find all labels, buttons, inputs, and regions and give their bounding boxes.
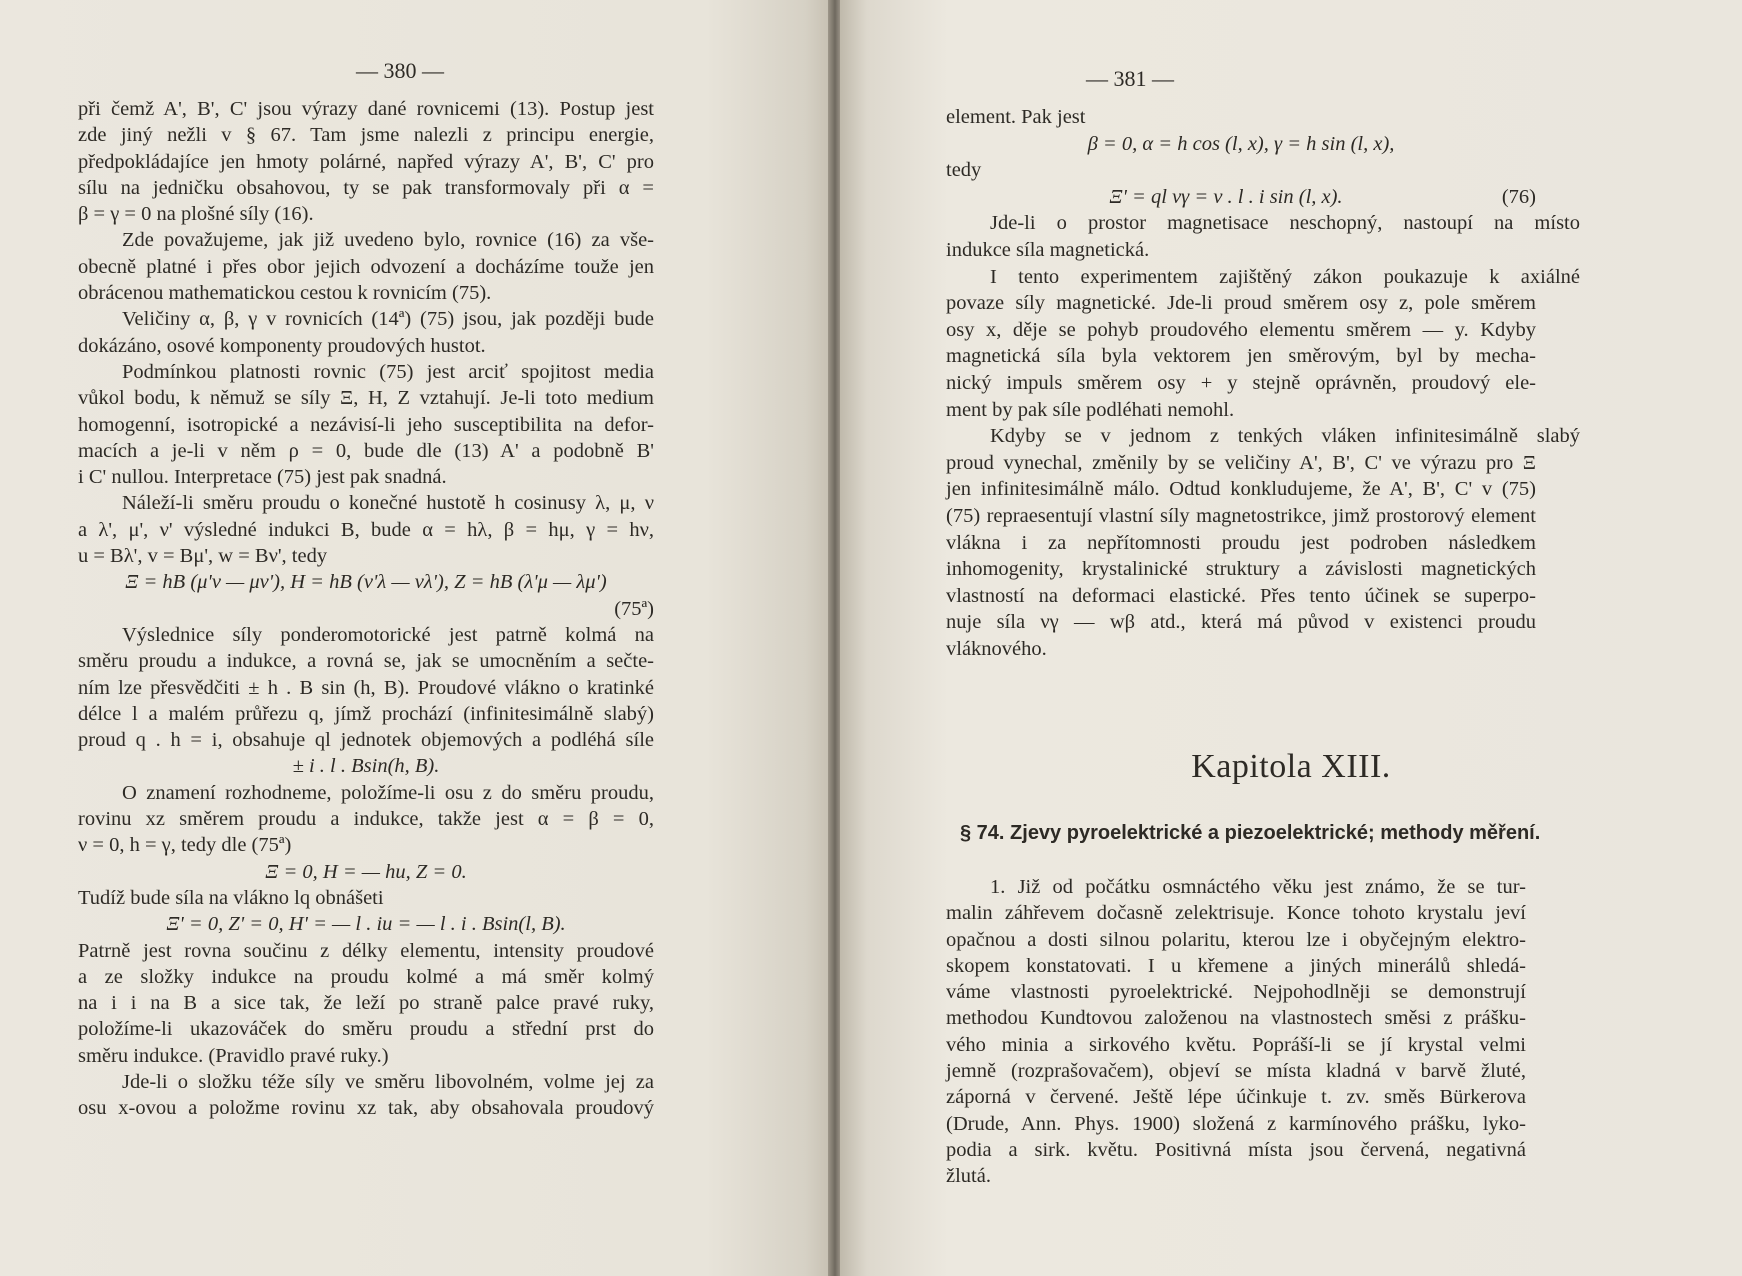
text-line: předpokládajíce jen hmoty polárné, napřed výrazy A', B', C' pro bbox=[78, 150, 654, 173]
text-line: vláknového. bbox=[946, 638, 1047, 660]
text-line: Ξ = hB (μ'ν — μν'), H = hB (ν'λ — νλ'), Z = hB (λ'μ — λμ') bbox=[125, 571, 607, 594]
text-line: obecně platné i přes obor jejich odvození a docházíme touže jen bbox=[78, 255, 654, 278]
text-line: O znamení rozhodneme, položíme-li osu z do směru proudu, bbox=[122, 781, 654, 804]
text-line: žlutá. bbox=[946, 1165, 991, 1188]
text-line: Náleží-li směru proudu o konečné hustotě h cosinusy λ, μ, ν bbox=[122, 492, 654, 515]
text-line: 1. Již od počátku osmnáctého věku jest známo, že se tur- bbox=[990, 876, 1526, 898]
text-line: váme vlastnosti pyroelektrické. Nejpohodlněji se demonstrují bbox=[946, 981, 1526, 1004]
text-line: Tudíž bude síla na vlákno lq obnášeti bbox=[78, 886, 384, 909]
text-line: opačnou a dosti silnou polaritu, kterou lze i obyčejným elektro- bbox=[946, 928, 1526, 951]
text-line: β = 0, α = h cos (l, x), γ = h sin (l, x), bbox=[1087, 132, 1395, 155]
text-line: záporná v červené. Ještě lépe účinkuje t. zv. směs Bürkerova bbox=[946, 1086, 1526, 1109]
text-line: obrácenou mathematickou cestou k rovnicím (75). bbox=[78, 282, 492, 305]
text-line: ment by pak síle podléhati nemohl. bbox=[946, 398, 1235, 421]
text-line: indukce síla magnetická. bbox=[946, 239, 1150, 261]
text-line: dokázáno, osové komponenty proudových hustot. bbox=[78, 334, 486, 357]
text-line: osu x-ovou a položme rovinu xz tak, aby obsahovala proudový bbox=[78, 1097, 654, 1120]
text-line: u = Bλ', v = Bμ', w = Bν', tedy bbox=[78, 545, 328, 568]
text-line: vlákna i za nepřítomnosti proudu jest podroben následkem bbox=[946, 531, 1536, 554]
text-line: podia a sirk. květu. Positivná místa jsou červená, negativná bbox=[946, 1138, 1526, 1161]
text-line: rovinu xz směrem proudu a indukce, takže jest α = β = 0, bbox=[78, 808, 654, 831]
text-line: inhomogenity, krystalinické struktury a závislosti magnetických bbox=[946, 558, 1536, 581]
chapter-title: Kapitola XIII. bbox=[1191, 748, 1391, 785]
text-line: Výslednice síly ponderomotorické jest patrně kolmá na bbox=[122, 623, 654, 646]
text-line: na i i na B a sice tak, že leží po straně palce pravé ruky, bbox=[78, 992, 654, 1015]
text-line: délce l a malém průřezu q, jímž prochází (infinitesimálně slabý) bbox=[78, 702, 654, 725]
text-line: proud q . h = i, obsahuje ql jednotek objemových a podléhá síle bbox=[78, 729, 654, 752]
text-line: β = γ = 0 na plošné síly (16). bbox=[78, 203, 314, 226]
text-line: nuje síla νγ — wβ atd., která má původ v existenci proudu bbox=[946, 611, 1536, 634]
text-line: ν = 0, h = γ, tedy dle (75ª) bbox=[78, 834, 292, 857]
text-line: ním lze přesvědčiti ± h . B sin (h, B). Proudové vlákno o kratinké bbox=[78, 676, 654, 699]
text-line: povaze síly magnetické. Jde-li proud směrem osy z, pole směrem bbox=[946, 292, 1536, 315]
text-line: macích a je-li v něm ρ = 0, bude dle (13) A' a podobně B' bbox=[78, 439, 654, 462]
page-number-left: — 380 — bbox=[356, 58, 444, 83]
text-line: Jde-li o složku téže síly ve směru libovolném, volme jej za bbox=[122, 1070, 654, 1093]
text-line: zde jiný nežli v § 67. Tam jsme nalezli z principu energie, bbox=[78, 124, 654, 147]
text-line: proud vynechal, změnily by se veličiny A', B', C' ve výrazu pro Ξ bbox=[946, 451, 1536, 474]
text-line: položíme-li ukazováček do směru proudu a střední prst do bbox=[78, 1018, 654, 1041]
text-line: směru proudu a indukce, a rovná se, jak se umocněním a sečte- bbox=[78, 650, 654, 673]
text-line: malin záhřevem dočasně zelektrisuje. Konce tohoto krystalu jeví bbox=[946, 902, 1526, 925]
text-line: Podmínkou platnosti rovnic (75) jest arciť spojitost media bbox=[122, 360, 654, 383]
section-title: § 74. Zjevy pyroelektrické a piezoelektrické; methody měření. bbox=[960, 822, 1541, 844]
text-line: (75) repraesentují vlastní síly magnetostrikce, jimž prostorový element bbox=[946, 505, 1536, 527]
text-line: (75ª) bbox=[614, 597, 654, 620]
text-line: a ze složky indukce na proudu kolmé a má směr kolmý bbox=[78, 965, 654, 988]
left-page bbox=[0, 0, 830, 1276]
text-line: Ξ = 0, H = — hu, Z = 0. bbox=[265, 860, 467, 883]
text-line: osy x, děje se pohyb proudového elementu směrem — y. Kdyby bbox=[946, 318, 1536, 341]
text-line: směru indukce. (Pravidlo pravé ruky.) bbox=[78, 1044, 389, 1067]
text-line: Jde-li o prostor magnetisace neschopný, nastoupí na místo bbox=[990, 212, 1580, 235]
page-number-right: — 381 — bbox=[1086, 66, 1174, 91]
text-line: vlastností na deformaci elastické. Přes tento účinek se superpo- bbox=[946, 584, 1536, 607]
text-line: jemně (rozprašovačem), objeví se místa kladná v barvě žluté, bbox=[946, 1060, 1526, 1083]
text-line: i C' nullou. Interpretace (75) jest pak snadná. bbox=[78, 466, 447, 489]
text-line: homogenní, isotropické a nezávisí-li jeho susceptibilita na defor- bbox=[78, 413, 654, 436]
text-line: Veličiny α, β, γ v rovnicích (14ª) (75) jsou, jak později bude bbox=[122, 308, 654, 331]
text-line: element. Pak jest bbox=[946, 106, 1086, 128]
text-line: skopem konstatovati. I u křemene a jiných minerálů shledá- bbox=[946, 954, 1526, 977]
text-line: Ξ' = 0, Z' = 0, H' = — l . iu = — l . i . Bsin(l, B). bbox=[166, 913, 566, 936]
text-line: (Drude, Ann. Phys. 1900) složená z karmínového prášku, lyko- bbox=[946, 1112, 1526, 1135]
text-line: ± i . l . Bsin(h, B). bbox=[292, 755, 440, 778]
text-line: Zde považujeme, jak již uvedeno bylo, rovnice (16) za vše- bbox=[122, 229, 654, 252]
text-line: tedy bbox=[946, 159, 982, 182]
text-line: methodou Kundtovou založenou na vlastnostech směsi z prášku- bbox=[946, 1007, 1526, 1030]
text-line: vůkol bodu, k němuž se síly Ξ, H, Z vztahují. Je-li toto medium bbox=[78, 387, 654, 410]
text-line: při čemž A', B', C' jsou výrazy dané rovnicemi (13). Postup jest bbox=[78, 98, 654, 120]
text-line: nický impuls směrem osy + y stejně oprávněn, proudový ele- bbox=[946, 372, 1536, 394]
text-line: Patrně jest rovna součinu z délky elementu, intensity proudové bbox=[78, 939, 654, 962]
text-line: I tento experimentem zajištěný zákon poukazuje k axiálné bbox=[990, 265, 1580, 288]
text-line: Kdyby se v jednom z tenkých vláken infinitesimálně slabý bbox=[990, 425, 1580, 448]
right-section-text bbox=[946, 874, 1526, 1190]
text-line: Ξ' = ql νγ = ν . l . i sin (l, x). bbox=[1109, 185, 1343, 208]
text-line: sílu na jedničku obsahovou, ty se pak transformovaly při α = bbox=[78, 176, 654, 199]
text-line: a λ', μ', ν' výsledné indukci B, bude α = hλ, β = hμ, γ = hν, bbox=[78, 518, 654, 541]
text-line: vého minia a sirkového květu. Popráší-li se jí krystal velmi bbox=[946, 1033, 1526, 1056]
equation-number: (76) bbox=[1501, 185, 1536, 208]
left-page-text bbox=[78, 96, 654, 1122]
text-line: jen infinitesimálně málo. Odtud konkludujeme, že A', B', C' v (75) bbox=[946, 478, 1536, 501]
text-line: magnetická síla byla vektorem jen směrovým, byl by mecha- bbox=[946, 345, 1536, 368]
